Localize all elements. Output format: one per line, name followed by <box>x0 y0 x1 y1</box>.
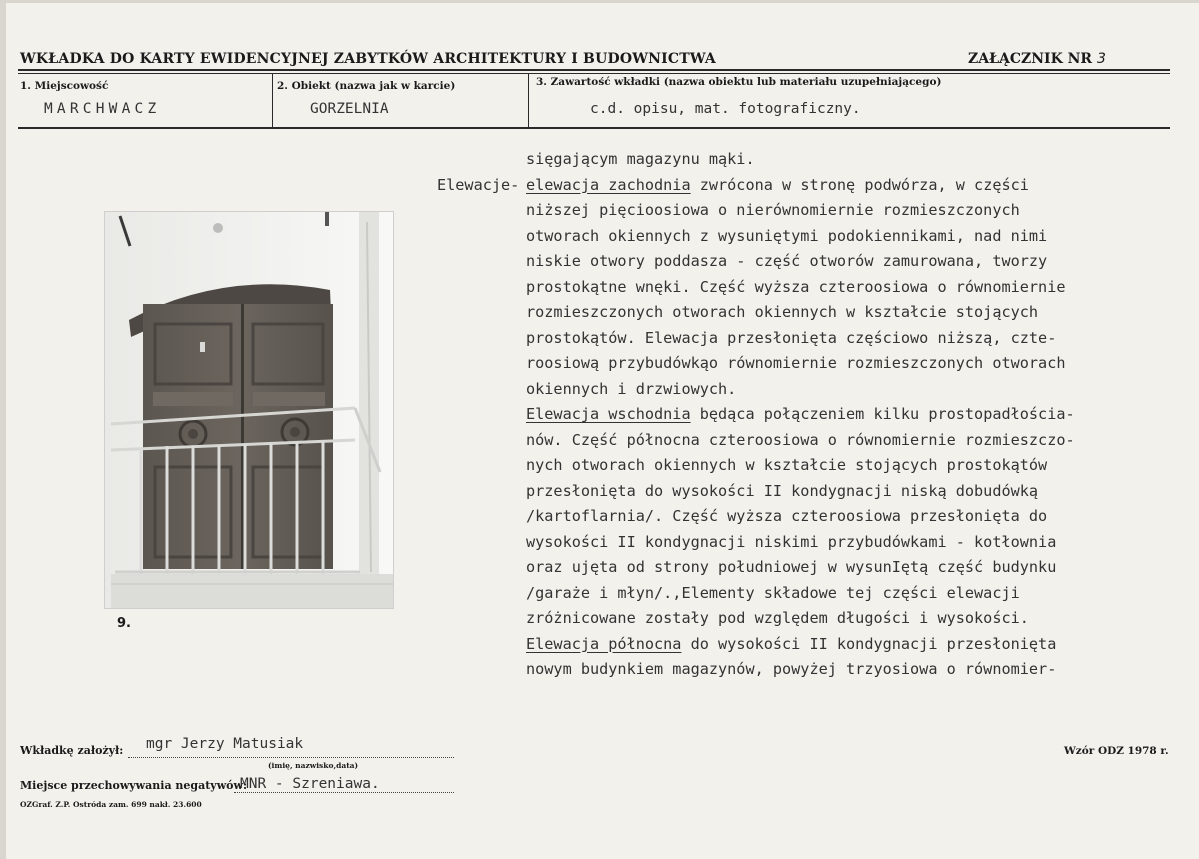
author-hint: (imię, nazwisko,data) <box>268 761 359 770</box>
header-rule-top-thin <box>18 73 1170 74</box>
description-line <box>526 431 1075 449</box>
facade-heading: Elewacja wschodnia <box>526 405 691 423</box>
description-line-text: zróżnicowane zostały pod względem długości i wysokości. <box>526 609 1029 627</box>
description-line-text: rozmieszczonych otworach okiennych w kształcie stojących <box>526 303 1039 321</box>
description-line <box>526 660 1056 678</box>
description-line <box>526 303 1038 321</box>
description-line <box>526 584 1020 602</box>
storage-value: MNR - Szreniawa. <box>240 776 380 792</box>
description-line-text: sięgającym magazynu mąki. <box>526 150 755 168</box>
locality-value: MARCHWACZ <box>44 101 161 117</box>
description-line <box>526 558 1056 576</box>
object-value: GORZELNIA <box>310 101 389 117</box>
description-line <box>526 278 1065 296</box>
description-line <box>526 252 1047 270</box>
description-line-text: okiennych i drzwiowych. <box>526 379 737 398</box>
description-line <box>526 227 1047 245</box>
scan-edge-left <box>0 0 6 859</box>
content-label: 3. Zawartość wkładki (nazwa obiektu lub materiału uzupełniającego) <box>536 76 942 88</box>
facades-margin-label: Elewacje- <box>437 176 520 194</box>
header-rule-top <box>18 69 1170 71</box>
facade-heading: elewacja zachodnia <box>526 175 691 194</box>
annex-label <box>968 51 1106 67</box>
author-dotted-line <box>128 757 454 758</box>
description-line <box>526 380 736 398</box>
description-line <box>526 329 1056 347</box>
description-line <box>526 176 1029 194</box>
form-title: WKŁADKA DO KARTY EWIDENCYJNEJ ZABYTKÓW ARCHITEKTURY I BUDOWNICTWA <box>20 51 716 67</box>
description-line <box>526 507 1047 525</box>
description-line <box>526 150 755 168</box>
description-line <box>526 533 1056 551</box>
description-line-text: nowym budynkiem magazynów, powyżej trzyosiowa o równomier- <box>526 660 1057 678</box>
photo-number: 9. <box>117 616 131 631</box>
storage-dotted-line <box>234 792 454 793</box>
form-model: Wzór ODZ 1978 r. <box>1064 745 1169 757</box>
description-line-text: przesłonięta do wysokości II kondygnacji niską dobudówką <box>526 481 1039 500</box>
content-value: c.d. opisu, mat. fotograficzny. <box>590 101 861 117</box>
description-line-text: wysokości II kondygnacji niskimi przybudówkami - kotłownia <box>526 532 1057 551</box>
description-line-text: roosiową przybudówkąo równomiernie rozmieszczonych otworach <box>526 354 1066 372</box>
description-line-text: zwrócona w stronę podwórza, w części <box>690 175 1029 194</box>
column-divider-1 <box>272 73 273 129</box>
facade-heading: Elewacja północna <box>526 634 682 653</box>
locality-label: 1. Miejscowość <box>20 80 109 92</box>
description-line <box>526 201 1020 219</box>
door-photo <box>105 212 393 608</box>
storage-label: Miejsce przechowywania negatywów: <box>20 779 248 792</box>
description-line-text: prostokątów. Elewacja przesłonięta częściowo niższą, czte- <box>526 328 1057 347</box>
description-line <box>526 456 1047 474</box>
printer-note: OZGraf. Z.P. Ostróda zam. 699 nakł. 23.600 <box>20 800 202 809</box>
description-line <box>526 609 1029 627</box>
description-line-text: /garaże i młyn/.,Elementy składowe tej części elewacji <box>526 583 1020 602</box>
description-line-text: do wysokości II kondygnacji przesłonięta <box>681 634 1057 653</box>
author-label: Wkładkę założył: <box>20 744 124 757</box>
scan-edge-top <box>0 0 1199 3</box>
door-photo-image <box>105 212 393 608</box>
description-line-text: będąca połączeniem kilku prostopadłościa- <box>690 405 1075 423</box>
description-line-text: /kartoflarnia/. Część wyższa czteroosiowa przesłonięta do <box>526 507 1048 525</box>
object-label: 2. Obiekt (nazwa jak w karcie) <box>277 80 456 92</box>
author-value: mgr Jerzy Matusiak <box>146 736 304 752</box>
description-line-text: prostokątne wnęki. Część wyższa czteroosiowa o równomiernie <box>526 277 1066 296</box>
description-line <box>526 405 1075 423</box>
description-line-text: niskie otwory poddasza - część otworów zamurowana, tworzy <box>526 252 1048 270</box>
header-rule-bottom <box>18 127 1170 129</box>
description-line-text: otworach okiennych z wysuniętymi podokiennikami, nad nimi <box>526 226 1048 245</box>
column-divider-2 <box>528 73 529 129</box>
annex-label-text: ZAŁĄCZNIK NR <box>968 51 1093 67</box>
description-line <box>526 354 1065 372</box>
description-line-text: nów. Część północna czteroosiowa o równomiernie rozmieszczo- <box>526 430 1075 449</box>
annex-number: 3 <box>1096 51 1106 67</box>
description-line-text: oraz ujęta od strony południowej w wysunIętą część budynku <box>526 558 1057 576</box>
description-line <box>526 635 1056 653</box>
description-line-text: nych otworach okiennych w kształcie stojących prostokątów <box>526 456 1048 474</box>
description-line-text: niższej pięcioosiowa o nierównomiernie rozmieszczonych <box>526 201 1020 219</box>
description-line <box>526 482 1038 500</box>
